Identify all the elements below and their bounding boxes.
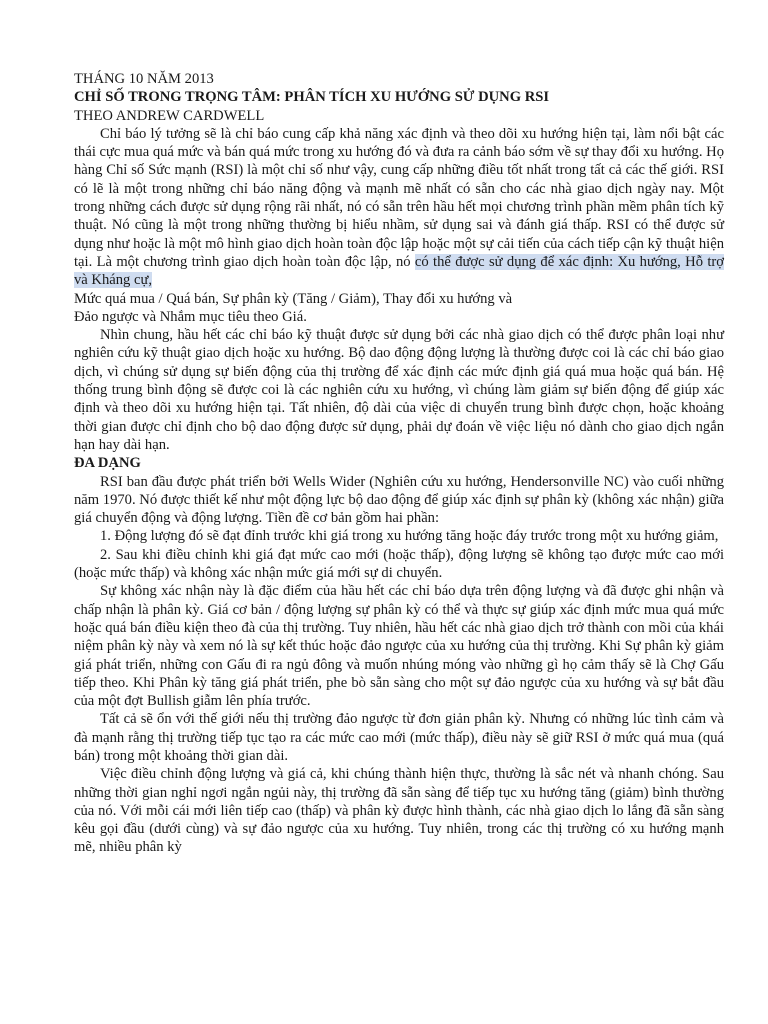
article-title: CHỈ SỐ TRONG TRỌNG TÂM: PHÂN TÍCH XU HƯỚNG SỬ DỤNG RSI (74, 89, 550, 106)
intro-line-levels: Mức quá mua / Quá bán, Sự phân kỳ (Tăng / Giảm), Thay đổi xu hướng và (74, 290, 513, 307)
issue-date: THÁNG 10 NĂM 2013 (74, 71, 214, 87)
intro-line-reversal: Đảo ngược và Nhắm mục tiêu theo Giá. (74, 308, 307, 325)
section-paragraph-4: Việc điều chỉnh động lượng và giá cả, khi chúng thành hiện thực, thường là sắc nét và nhanh chóng. Sau những thời gian nghỉ ngơi ngắn ngủi này, thị trường đã sẵn sàng để tiếp tục xu hướng tăng (giảm) bình thường của nó. Với mỗi cái mới liên tiếp cao (thấp) và phân kỳ được hình thành, các nhà giao dịch lo lắng đã sẵn sàng kêu gọi đầu (dưới cùng) và sự đảo ngược của xu hướng. Tuy nhiên, trong các thị trường có xu hướng mạnh mẽ, nhiều phân kỳ (74, 766, 724, 856)
intro-paragraph-2: Nhìn chung, hầu hết các chỉ báo kỹ thuật được sử dụng bởi các nhà giao dịch có thể được phân loại như nghiên cứu kỹ thuật giao dịch hoặc xu hướng. Bộ dao động động lượng là thường được coi là các chỉ báo giao dịch, vì chúng sử dụng sự biến động của thị trường để xác định các mức định giá quá mua hoặc quá bán. Hệ thống trung bình động sẽ được coi là các nghiên cứu xu hướng, vì chúng làm giảm sự biến động để giúp xác định và theo dõi xu hướng hiện tại. Tất nhiên, độ dài của việc di chuyển trung bình được chọn, hoặc khoảng thời gian được chỉ định cho bộ dao động được sử dụng, phải dự đoán về việc liệu nó dành cho giao dịch ngắn hạn hay dài hạn. (74, 327, 724, 453)
section-heading: ĐA DẠNG (74, 455, 141, 472)
list-item-2: 2. Sau khi điều chỉnh khi giá đạt mức cao mới (hoặc thấp), động lượng sẽ không tạo được mức cao mới (hoặc mức thấp) và không xác nhận mức giá mới sự di chuyển. (74, 546, 724, 582)
article-author: THEO ANDREW CARDWELL (74, 107, 265, 124)
intro-paragraph-1 (74, 125, 724, 290)
document-page (74, 70, 724, 857)
section-paragraph-3: Tất cả sẽ ổn với thế giới nếu thị trường đảo ngược từ đơn giản phân kỳ. Nhưng có những lúc tình cảm và đà mạnh rằng thị trường tiếp tục tạo ra các mức cao mới (mức thấp), điều này sẽ giữ RSI ở mức quá mua (quá bán) trong một khoảng thời gian dài. (74, 711, 724, 764)
list-item-1: 1. Động lượng đó sẽ đạt đỉnh trước khi giá trong xu hướng tăng hoặc đáy trước trong một xu hướng giảm, (100, 528, 719, 545)
section-paragraph-1: RSI ban đầu được phát triển bởi Wells Wider (Nghiên cứu xu hướng, Hendersonville NC) vào cuối những năm 1970. Nó được thiết kế như một động lực bộ dao động để giúp xác định sự phân kỳ (không xác nhận) giữa giá chuyển động và động lượng. Tiền đề cơ bản gồm hai phần: (74, 473, 724, 527)
intro-paragraph-1-text: Chỉ báo lý tưởng sẽ là chỉ báo cung cấp khả năng xác định và theo dõi xu hướng hiện tại, làm nổi bật các thái cực mua quá mức và bán quá mức trong xu hướng đó và đưa ra cảnh báo sớm về sự thay đổi xu hướng. Họ hàng Chỉ số Sức mạnh (RSI) là một chỉ số như vậy, cung cấp những điều tốt nhất trong tất cả các thế giới. RSI có lẽ là một trong những chỉ báo năng động và mạnh mẽ nhất có sẵn cho các nhà giao dịch ngày nay. Một trong những cách được sử dụng rộng rãi nhất, nó có sẵn trên hầu hết mọi chương trình phần mềm phân tích kỹ thuật. Nó cũng là một trong những thường bị hiểu nhầm, sử dụng sai và đánh giá thấp. RSI có thể được sử dụng như hoặc là một mô hình giao dịch hoàn toàn độc lập hoặc một sự cải tiến của cách tiếp cận kỹ thuật hiện tại. Là một chương trình giao dịch hoàn toàn độc lập, nó (74, 125, 724, 270)
section-paragraph-2: Sự không xác nhận này là đặc điểm của hầu hết các chỉ báo dựa trên động lượng và đã được ghi nhận và chấp nhận là phân kỳ. Giá cơ bản / động lượng sự phân kỳ có thể và thực sự giúp xác định mức mua quá mức hoặc quá bán điều kiện theo đà của thị trường. Tuy nhiên, hầu hết các nhà giao dịch trở thành con mồi của khái niệm phân kỳ này và xem nó là sự kết thúc hoặc đảo ngược của xu hướng của thị trường. Khi Sự phân kỳ giảm giá phát triển, những con Gấu đi ra ngủ đông và muốn nhúng móng vào những gì họ cảm thấy sẽ là Chợ Gấu tiếp theo. Khi Phân kỳ tăng giá phát triển, phe bò sẵn sàng cho một sự đảo ngược của xu hướng và sự bắt đầu của một đợt Bullish giẫm lên phía trước. (74, 583, 724, 710)
highlighted-text[interactable]: có thể được sử dụng để xác định: Xu hướng, Hỗ trợ và Kháng cự, (74, 253, 724, 289)
